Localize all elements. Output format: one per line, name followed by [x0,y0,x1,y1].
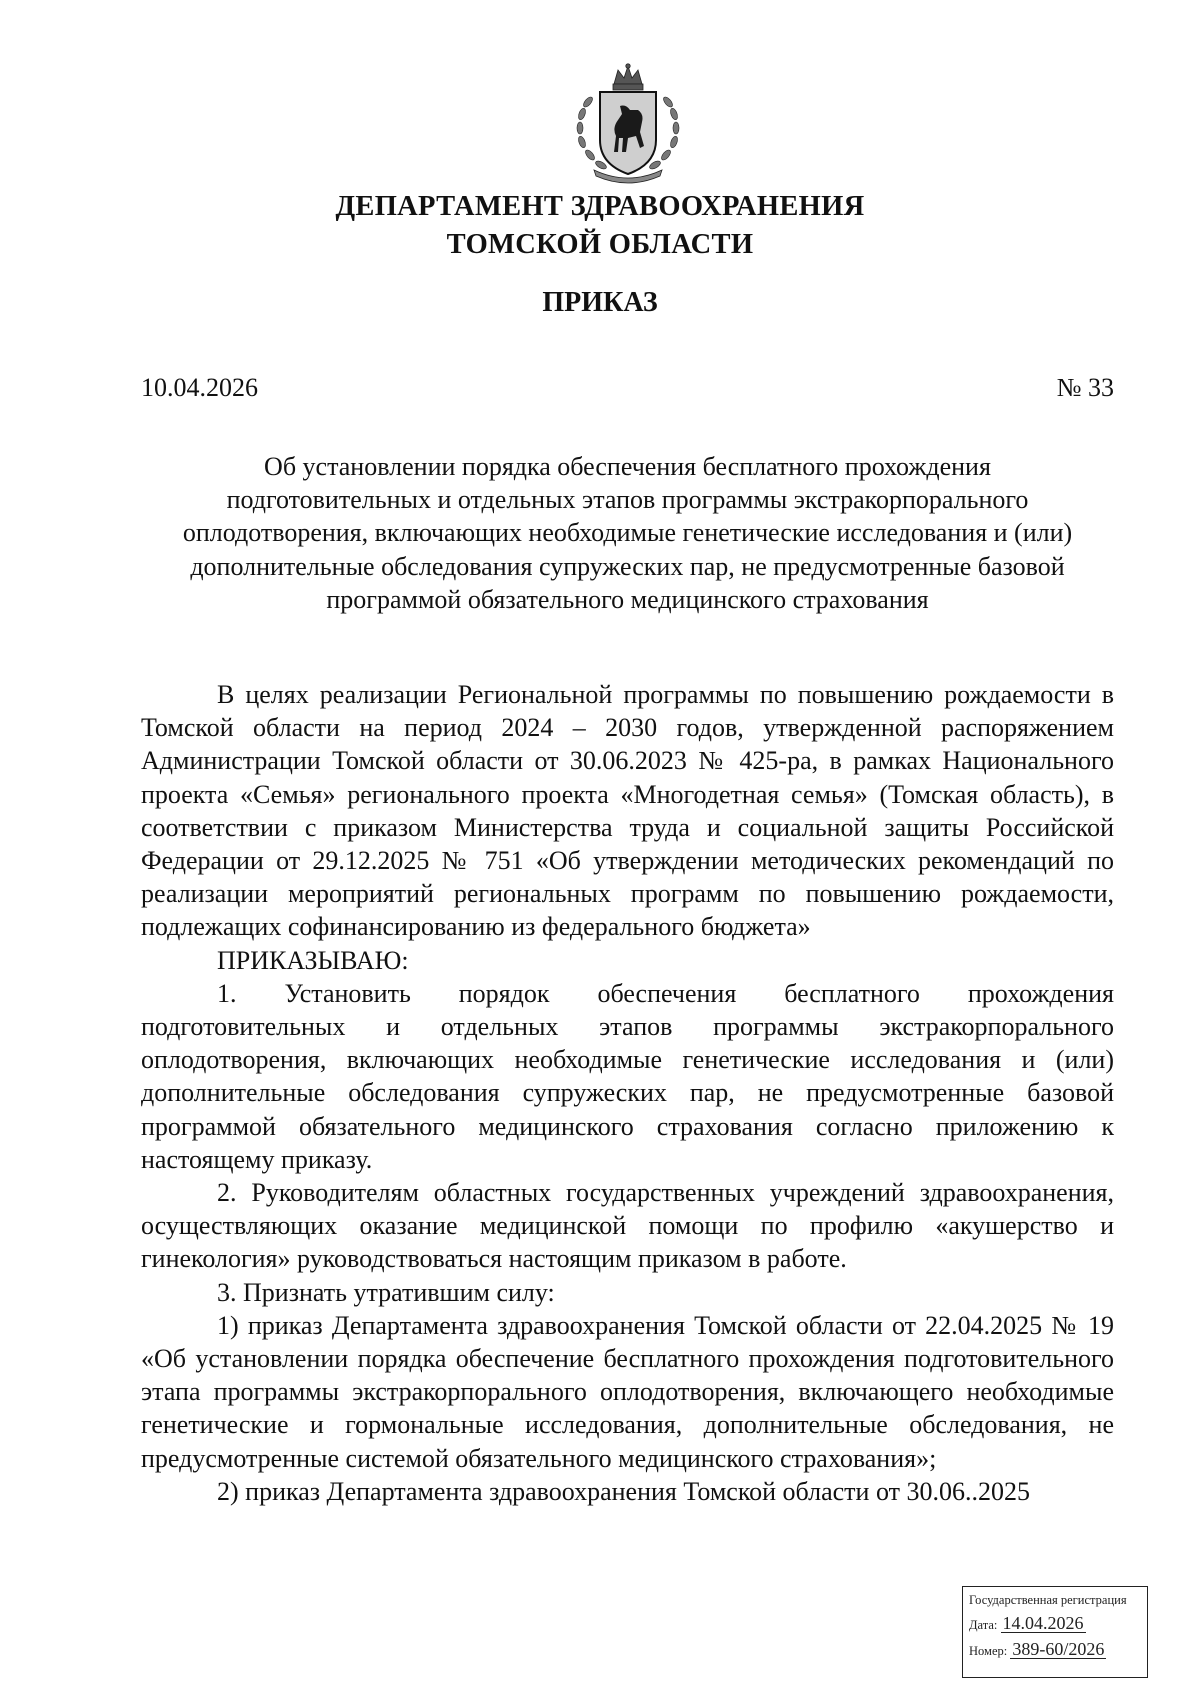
registration-date-value: 14.04.2026 [1002,1613,1084,1633]
tomsk-coat-of-arms-icon [568,62,688,184]
registration-stamp [962,1586,1148,1678]
preamble-paragraph: В целях реализации Региональной программы по повышению рождаемости в Томской области на период 2024 – 2030 годов, утвержденной распоряжением Администрации Томской области от 30.06.2023 № 425-ра, в рамках Национального проекта «Семья» регионального проекта «Многодетная семья» (Томская область), в соответствии с приказом Министерства труда и социальной защиты Российской Федерации от 29.12.2025 № 751 «Об утверждении методических рекомендаций по реализации мероприятий региональных программ по повышению рождаемости, подлежащих софинансированию из федерального бюджета» [141,680,1114,942]
department-line-2: ТОМСКОЙ ОБЛАСТИ [446,229,754,260]
order-date: 10.04.2026 [141,373,258,402]
department-line-1: ДЕПАРТАМЕНТ ЗДРАВООХРАНЕНИЯ [335,191,865,222]
registration-number-row [969,1640,1141,1660]
document-type: ПРИКАЗ [542,287,658,318]
department-title [0,188,1200,264]
registration-title: Государственная регистрация [969,1593,1127,1607]
order-number: № 33 [1056,373,1114,402]
decree-heading: ПРИКАЗЫВАЮ: [217,945,409,975]
item-1-paragraph: 1. Установить порядок обеспечения бесплатного прохождения подготовительных и отдельных этапов программы экстракорпорального оплодотворения, включающих необходимые генетические исследования и (или) дополнительные обследования супружеских пар, не предусмотренные базовой программой обязательного медицинского страхования согласно приложению к настоящему приказу. [141,978,1114,1174]
subject-line: дополнительные обследования супружеских пар, не предусмотренные базовой [190,551,1065,581]
subject-line: программой обязательного медицинского страхования [326,584,929,614]
subject-line: подготовительных и отдельных этапов программы экстракорпорального [226,485,1029,515]
item-3-1-paragraph: 1) приказ Департамента здравоохранения Томской области от 22.04.2025 № 19 «Об установлении порядка обеспечение бесплатного прохождения подготовительного этапа программы экстракорпорального оплодотворения, включающего необходимые генетические и гормональные исследования, дополнительные обследования, не предусмотренные системой обязательного медицинского страхования»; [141,1310,1114,1473]
registration-number-label: Номер: [969,1644,1008,1658]
item-3-2-paragraph: 2) приказ Департамента здравоохранения Томской области от 30.06..2025 [217,1476,1030,1506]
registration-number-value: 389-60/2026 [1012,1639,1105,1659]
registration-date-row [969,1614,1141,1634]
subject-line: Об установлении порядка обеспечения бесплатного прохождения [264,452,991,481]
order-subject [141,450,1114,616]
subject-line: оплодотворения, включающих необходимые генетические исследования и (или) [182,518,1073,548]
order-body [141,678,1114,1508]
item-3-paragraph: 3. Признать утратившим силу: [217,1277,555,1307]
registration-date-label: Дата: [969,1618,998,1632]
item-2-paragraph: 2. Руководителям областных государственных учреждений здравоохранения, осуществляющих оказание медицинской помощи по профилю «акушерство и гинекология» руководствоваться настоящим приказом в работе. [141,1178,1114,1274]
